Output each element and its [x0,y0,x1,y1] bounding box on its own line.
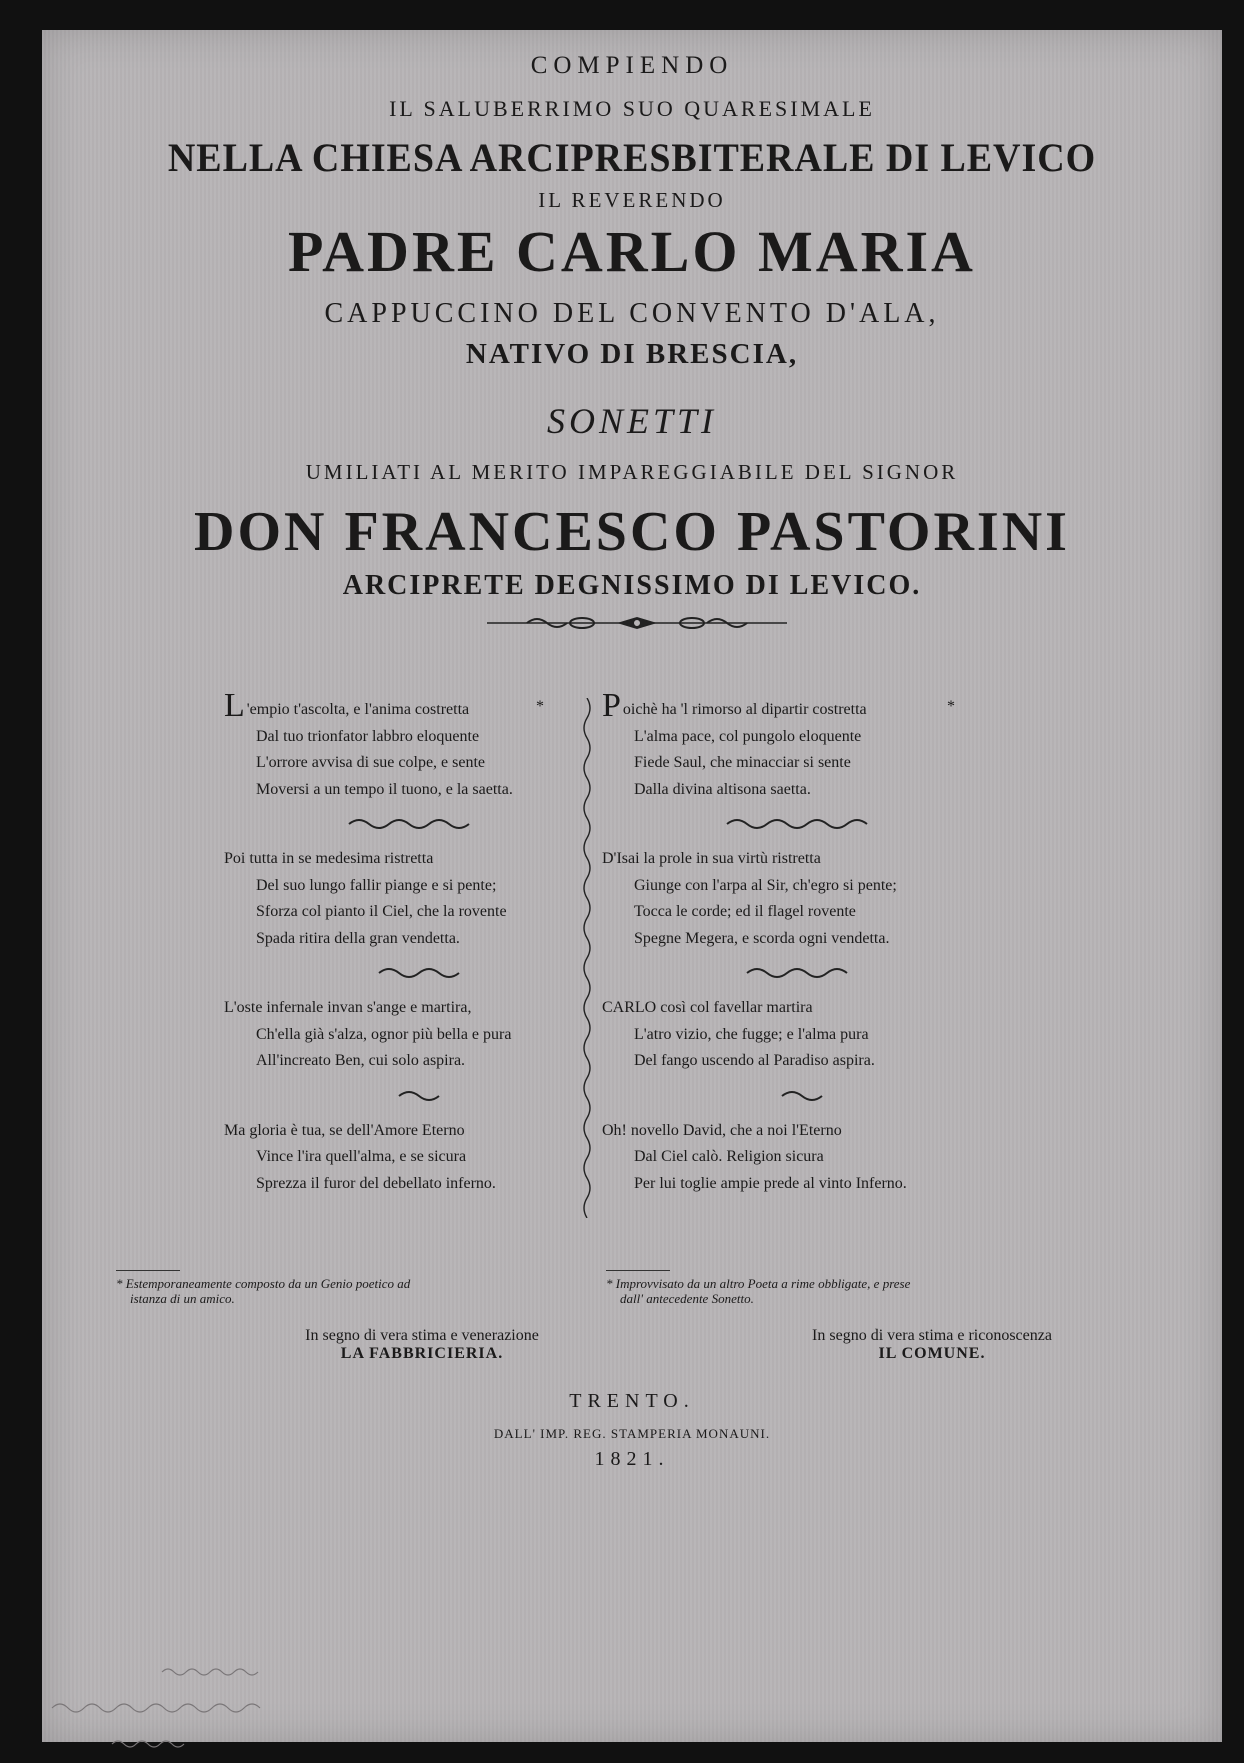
dropcap-p: P [602,687,621,724]
column-divider [580,698,594,1218]
left-verse: Dal tuo trionfator labbro eloquente [256,727,480,745]
asterisk-right: * [947,698,955,715]
printed-sheet [42,30,1222,1742]
signature-left-name-text: LA FABBRICIERIA. [340,1345,504,1362]
left-verse: Spada ritira della gran vendetta. [256,929,460,947]
header-reverendo: IL REVERENDO [538,188,726,212]
left-verse: L'oste infernale invan s'ange e martira, [224,999,472,1016]
left-verse: Moversi a un tempo il tuono, e la saetta. [256,780,513,798]
footnote-right-line: dall' antecedente Sonetto. [620,1291,754,1306]
swash-ornament [777,1089,827,1103]
left-verse: 'empio t'ascolta, e l'anima costretta [246,701,470,718]
ornament-divider [487,612,787,634]
handwritten-annotation [42,1660,282,1760]
signature-left-name [272,1345,572,1363]
stanza-gap [602,1075,1022,1118]
signature-right-name-text: IL COMUNE. [878,1345,986,1362]
right-verse: Dal Ciel calò. Religion sicura [634,1148,824,1165]
left-verse: Ch'ella già s'alza, ognor più bella e pura [256,1025,512,1043]
footnote-left-line: * Estemporaneamente composto da un Genio poetico ad [116,1276,411,1291]
right-verse: L'alma pace, col pungolo eloquente [634,727,862,745]
left-verse: Sforza col pianto il Ciel, che la rovente [256,903,507,920]
swash-ornament [394,1089,454,1103]
imprint-year: 1821. [594,1448,670,1470]
right-verse: Tocca le corde; ed il flagel rovente [634,903,856,920]
right-verse: oichè ha 'l rimorso al dipartir costretta [622,701,867,718]
left-verse: Ma gloria è tua, se dell'Amore Eterno [224,1121,465,1139]
header-umiliati: UMILIATI AL MERITO IMPAREGGIABILE DEL SIGNOR [305,460,959,484]
left-verse: Sprezza il furor del debellato inferno. [256,1174,496,1192]
signature-left [272,1327,572,1363]
left-verse: Poi tutta in se medesima ristretta [224,850,434,867]
left-verse: All'increato Ben, cui solo aspira. [256,1052,466,1069]
sonnet-right [602,687,1022,1197]
right-verse: Fiede Saul, che minacciar si sente [634,754,851,771]
right-verse: Dalla divina altisona saetta. [634,780,811,798]
stanza-gap [602,952,1022,995]
signature-right-name [772,1345,1092,1363]
footnote-right-line: * Improvvisato da un altro Poeta a rime obbligate, e prese [606,1276,911,1291]
stanza-gap [224,1075,604,1118]
footnote-right [606,1276,910,1306]
right-verse: Giunge con l'arpa al Sir, ch'egro si pente; [634,876,897,894]
left-verse: Vince l'ira quell'alma, e se sicura [256,1148,467,1165]
swash-ornament [742,966,862,980]
header-chiesa: NELLA CHIESA ARCIPRESBITERALE DI LEVICO [167,135,1097,180]
header-cappuccino: CAPPUCCINO DEL CONVENTO D'ALA, [324,298,940,329]
stanza-gap [224,952,604,995]
footnote-rule-left [116,1270,180,1271]
right-verse: Spegne Megera, e scorda ogni vendetta. [634,929,890,947]
left-s1-l1 [224,687,604,724]
right-verse: L'atro vizio, che fugge; e l'alma pura [634,1025,869,1043]
header-arciprete: ARCIPRETE DEGNISSIMO DI LEVICO. [342,570,922,601]
header-nativo: NATIVO DI BRESCIA, [465,338,799,370]
left-verse: Del suo lungo fallir piange e si pente; [256,876,497,894]
footnote-left-line: istanza di un amico. [130,1291,235,1306]
header-sonetti: SONETTI [546,401,718,441]
right-verse: CARLO così col favellar martira [602,999,813,1016]
stanza-gap [602,803,1022,846]
footnote-rule-right [606,1270,670,1271]
swash-ornament [722,817,882,831]
footnote-left [116,1276,410,1306]
sonnet-left [224,687,604,1197]
swash-ornament [344,817,484,831]
imprint-press: DALL' IMP. REG. STAMPERIA MONAUNI. [493,1426,771,1441]
left-verse: L'orrore avvisa di sue colpe, e sente [256,754,486,771]
header-quaresimale: IL SALUBERRIMO SUO QUARESIMALE [389,96,875,121]
right-s1-l1 [602,687,1022,724]
stanza-gap [224,803,604,846]
asterisk-left: * [536,698,544,715]
header-padre: PADRE CARLO MARIA [288,219,976,284]
header-compiendo: COMPIENDO [530,52,734,79]
right-verse: D'Isai la prole in sua virtù ristretta [602,850,821,867]
dropcap-l: L [224,687,245,724]
right-verse: Del fango uscendo al Paradiso aspira. [634,1052,875,1069]
signature-left-line: In segno di vera stima e venerazione [305,1327,539,1344]
right-verse: Per lui toglie ampie prede al vinto Inferno. [634,1174,907,1192]
signature-right [772,1327,1092,1363]
imprint-city: TRENTO. [569,1390,695,1412]
right-verse: Oh! novello David, che a noi l'Eterno [602,1121,842,1139]
swash-ornament [374,966,464,980]
signature-right-line: In segno di vera stima e riconoscenza [812,1327,1052,1344]
header-don-francesco: DON FRANCESCO PASTORINI [194,501,1070,563]
